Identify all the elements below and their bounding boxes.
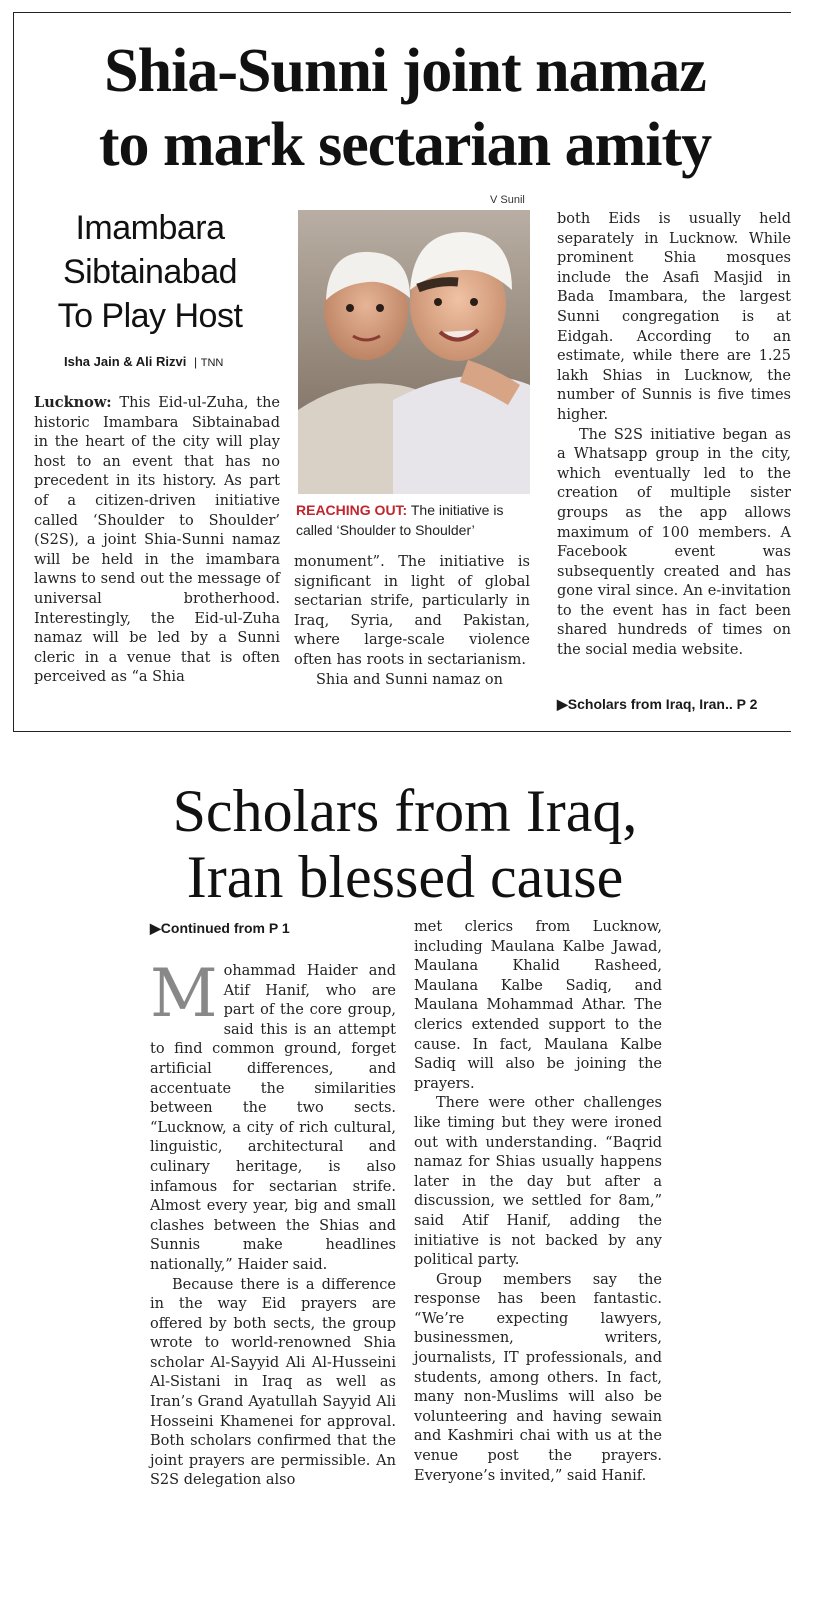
deck-line: Imambara — [75, 209, 225, 247]
story1-col3-p2: The S2S initiative began as a Whatsapp group in the city, which eventually led to the creation of multiple sister groups as the app allows maximum of 100 members. A Facebook event was subsequently created and has gone viral since. An e-invitation to the event has in fact been shared hundreds of times on the social media website. — [557, 426, 791, 659]
story1-byline — [64, 354, 284, 369]
story1-col2-p2: Shia and Sunni namaz on — [316, 671, 503, 688]
triangle-right-icon: ▶ — [150, 920, 161, 936]
story1-column2 — [294, 553, 530, 690]
jump-text: Scholars from Iraq, Iran.. P 2 — [567, 696, 758, 712]
story2-col1-p1: ohammad Haider and Atif Hanif, who are part of the core group, said this is an attempt to find common ground, forget artificial differences, and accentuate the similarities between the two sects. “Lucknow, a city of rich cultural, linguistic, architectural and culinary heritage, is also infamous for sectarian strife. Almost every year, big and small clashes between the Shias and Sunnis make headlines nationally,” Haider said. — [150, 963, 396, 1273]
byline-agency: TNN — [200, 357, 224, 369]
story1-column1 — [34, 393, 280, 688]
story2-column1 — [150, 955, 396, 1491]
story2-col2-p1: met clerics from Lucknow, including Maulana Kalbe Jawad, Maulana Khalid Rasheed, Maulana Kalbe Sadiq, and Maulana Mohammad Athar. The clerics extended support to the cause. In fact, Maulana Kalbe Sadiq will also be joining the prayers. — [414, 919, 662, 1092]
byline-names: Isha Jain & Ali Rizvi — [64, 354, 187, 369]
deck-line: To Play Host — [57, 297, 243, 335]
story1-photo — [298, 210, 530, 494]
story2-col2-p2: There were other challenges like timing but they were ironed out with understanding. “Baqrid namaz for Shias usually happens later in the day but after a discussion, we settled for 8am,” said Atif Hanif, adding the initiative is not backed by any political party. — [414, 1095, 662, 1269]
two-boys-hugging-image — [298, 210, 530, 494]
caption-label: REACHING OUT: — [296, 502, 408, 518]
story1-jump-link[interactable] — [557, 696, 797, 713]
dateline: Lucknow: — [34, 394, 112, 411]
story1-column3 — [557, 210, 791, 661]
byline-separator: | — [193, 355, 198, 369]
story1-col1-text: This Eid-ul-Zuha, the historic Imambara Sibtainabad in the heart of the city will play host to an event that has no precedent in its history. As part of a citizen-driven initiative called ‘Shoulder to Shoulder’ (S2S), a joint Shia-Sunni namaz will be held in the imambara lawns to send out the message of universal brotherhood. Interestingly, the Eid-ul-Zuha namaz will be led by a Sunni cleric in a venue that is often perceived as “a Shia — [34, 395, 280, 686]
deck-line: Sibtainabad — [62, 253, 238, 291]
drop-cap: M — [150, 955, 218, 1032]
caption-text: The initiative is called ‘Shoulder to Shoulder’ — [296, 502, 504, 538]
story1-headline-line1: Shia-Sunni joint namaz — [104, 37, 706, 105]
story1-col3-p1: both Eids is usually held separately in Lucknow. While prominent Shia mosques include the Asafi Masjid in Bada Imambara, the largest Sunni congregation is at Eidgah. According to an estimate, while there are 1.25 lakh Shias in Lucknow, the number of Sunnis is five times higher. — [557, 211, 791, 423]
story2-column2 — [414, 918, 662, 1486]
photo-caption — [296, 500, 536, 540]
story1-headline-line2: to mark sectarian amity — [98, 111, 712, 179]
story1-deck — [36, 206, 264, 338]
story2-col2-p3: Group members say the response has been fantastic. “We’re expecting lawyers, businessmen, writers, journalists, IT professionals, and students, among others. In fact, many non-Muslims will also be volunteering and having sewain and Kashmiri chai with us at the venue post the prayers. Everyone’s invited,” said Hanif. — [414, 1271, 662, 1484]
continued-text: Continued from P 1 — [160, 920, 290, 936]
story1-col2-p1: monument”. The initiative is significant in light of global sectarian strife, particularly in Iraq, Syria, and Pakistan, where large-scale violence often has roots in sectarianism. — [294, 554, 530, 668]
story2-headline-line2: Iran blessed cause — [186, 844, 624, 910]
story2-col1-p2: Because there is a difference in the way Eid prayers are offered by both sects, the group wrote to world-renowned Shia scholar Al-Sayyid Ali Al-Husseini Al-Sistani in Iraq as well as Iran’s Grand Ayatullah Sayyid Ali Hosseini Khamenei for approval. Both scholars confirmed that the joint prayers are permissible. An S2S delegation also — [150, 1276, 396, 1489]
story2-headline-line1: Scholars from Iraq, — [172, 778, 638, 844]
photo-credit: V Sunil — [490, 194, 525, 206]
triangle-right-icon: ▶ — [557, 696, 568, 712]
story2-continued — [150, 920, 390, 937]
